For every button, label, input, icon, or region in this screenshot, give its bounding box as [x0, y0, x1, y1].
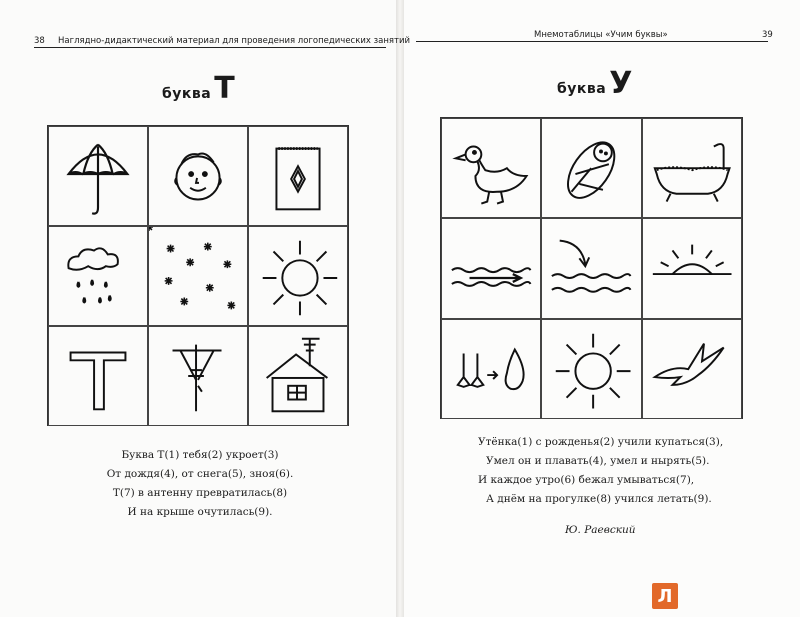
left-page-number: 38	[34, 36, 45, 46]
left-heading	[162, 71, 235, 106]
right-header-rule	[416, 41, 768, 42]
sunrise-icon	[643, 219, 741, 317]
diving-arrow-icon	[542, 219, 640, 317]
poem-line: Т(7) в антенну превратилась(8)	[112, 487, 288, 499]
flying-bird-icon	[643, 320, 741, 418]
grid-cell	[148, 226, 248, 326]
grid-cell	[248, 326, 348, 426]
heading-word: буква	[557, 81, 607, 97]
book-gutter	[396, 0, 404, 617]
publisher-logo: Л	[652, 583, 678, 609]
poem-line: Утёнка(1) с рожденья(2) учили купаться(3),	[478, 436, 724, 448]
right-running-title: Мнемотаблицы «Учим буквы»	[534, 30, 668, 40]
grid-cell	[148, 326, 248, 426]
right-poem	[478, 433, 724, 509]
grid-cell	[642, 218, 742, 318]
umbrella-icon	[49, 127, 147, 225]
grid-cell	[248, 226, 348, 326]
snowflakes-icon	[149, 227, 247, 325]
grid-cell	[642, 319, 742, 419]
poem-line: Умел он и плавать(4), умел и нырять(5).	[486, 455, 710, 467]
grid-cell	[541, 319, 641, 419]
sun-icon	[249, 227, 347, 325]
heading-letter: У	[609, 66, 633, 101]
shawl-pattern-icon	[249, 127, 347, 225]
left-running-title: Наглядно-дидактический материал для проведения логопедических занятий	[58, 36, 411, 46]
poem-line: И каждое утро(6) бежал умываться(7),	[478, 474, 695, 486]
right-mnemonic-table	[440, 117, 743, 419]
heading-letter: Т	[214, 71, 235, 106]
grid-cell	[248, 126, 348, 226]
grid-cell	[441, 319, 541, 419]
grid-cell	[48, 326, 148, 426]
letter-t-icon	[49, 327, 147, 425]
swaddled-baby-icon	[542, 119, 640, 217]
duck-icon	[442, 119, 540, 217]
grid-cell	[48, 126, 148, 226]
poem-line: А днём на прогулке(8) учился летать(9).	[486, 493, 712, 505]
sun-icon	[542, 320, 640, 418]
grid-cell	[642, 118, 742, 218]
swimming-waves-icon	[442, 219, 540, 317]
left-poem	[105, 446, 295, 522]
grid-cell	[441, 218, 541, 318]
boy-face-icon	[149, 127, 247, 225]
bathtub-icon	[643, 119, 741, 217]
poem-line: От дождя(4), от снега(5), зноя(6).	[106, 468, 294, 480]
poem-line: Буква Т(1) тебя(2) укроет(3)	[121, 449, 279, 461]
right-heading	[557, 66, 633, 101]
poem-author: Ю. Раевский	[565, 524, 636, 536]
right-page-number: 39	[762, 30, 773, 40]
grid-cell	[148, 126, 248, 226]
grid-cell	[48, 226, 148, 326]
antenna-icon	[149, 327, 247, 425]
grid-cell	[441, 118, 541, 218]
grid-cell	[541, 218, 641, 318]
house-antenna-icon	[249, 327, 347, 425]
poem-line: И на крыше очутилась(9).	[127, 506, 273, 518]
left-header-rule	[34, 47, 386, 48]
left-mnemonic-table	[47, 125, 349, 426]
grid-cell	[541, 118, 641, 218]
heading-word: буква	[162, 86, 212, 102]
rain-cloud-icon	[49, 227, 147, 325]
footprints-drop-icon	[442, 320, 540, 418]
